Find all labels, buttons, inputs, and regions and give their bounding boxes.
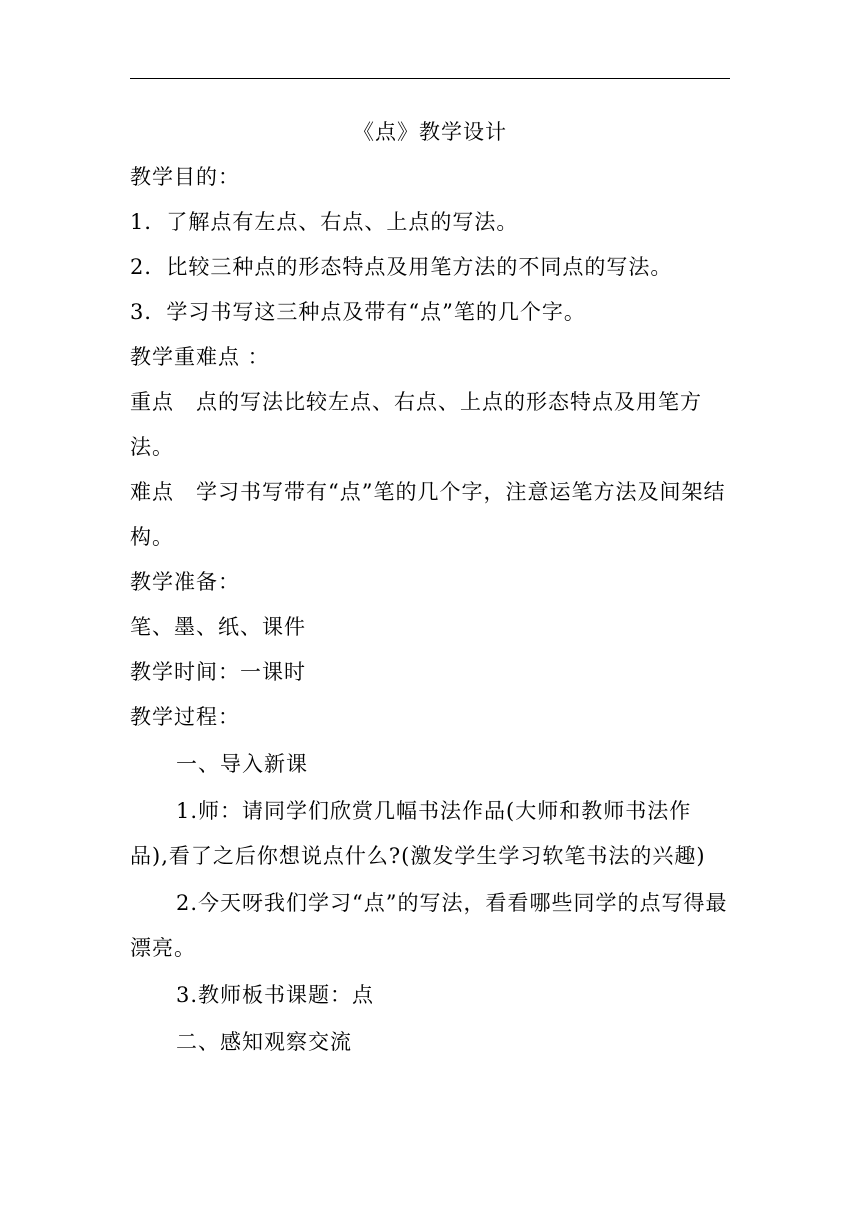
section-heading: 二、感知观察交流 [176, 1030, 352, 1054]
key-point-paragraph: 重点 点的写法比较左点、右点、上点的形态特点及用笔方法。 [130, 390, 702, 459]
objective-item: 1．了解点有左点、右点、上点的写法。 [130, 210, 519, 234]
header-rule [130, 78, 730, 79]
preparation-heading: 教学准备： [130, 570, 240, 594]
key-points-heading: 教学重难点 ： [130, 345, 270, 369]
objective-item: 2．比较三种点的形态特点及用笔方法的不同点的写法。 [130, 255, 673, 279]
objectives-heading: 教学目的： [130, 165, 240, 189]
process-paragraph: 1.师：请同学们欣赏几幅书法作品(大师和教师书法作品),看了之后你想说点什么?(激发学生学习软笔书法的兴趣) [130, 799, 706, 868]
process-paragraph: 3.教师板书课题：点 [176, 983, 375, 1007]
section-heading: 一、导入新课 [176, 752, 308, 776]
objective-item: 3．学习书写这三种点及带有“点”笔的几个字。 [130, 300, 586, 324]
difficult-point-paragraph: 难点 学习书写带有“点”笔的几个字，注意运笔方法及间架结构。 [130, 480, 726, 549]
document-title: 《点》教学设计 [353, 120, 507, 144]
document-body [130, 110, 730, 1065]
process-heading: 教学过程： [130, 705, 240, 729]
preparation-text: 笔、墨、纸、课件 [130, 615, 306, 639]
time-text: 教学时间：一课时 [130, 660, 306, 684]
process-paragraph: 2.今天呀我们学习“点”的写法，看看哪些同学的点写得最漂亮。 [130, 891, 728, 960]
